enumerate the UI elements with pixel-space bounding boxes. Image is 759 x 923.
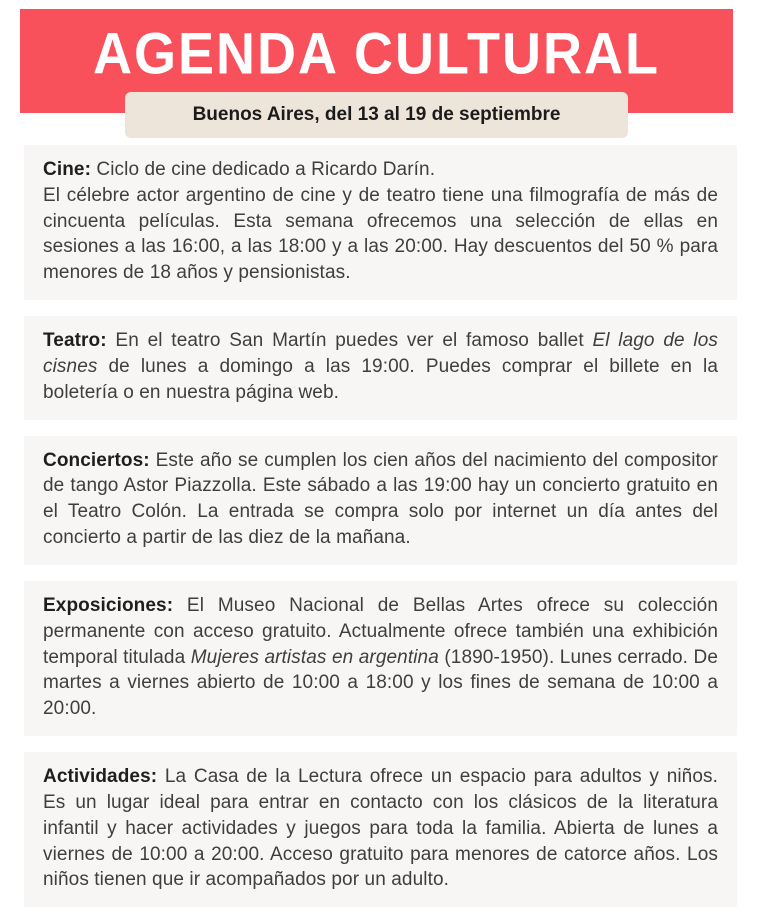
section-body: En el teatro San Martín puedes ver el famoso ballet El lago de los cisnes de lunes a domingo a las 19:00. Puedes comprar el billete en la boletería o en nuestra página web. [43,330,718,403]
section-body: La Casa de la Lectura ofrece un espacio para adultos y niños. Es un lugar ideal para entrar en contacto con los clásicos de la literatura infantil y hacer actividades y juegos para toda la familia. Abierta de lunes a viernes de 10:00 a 20:00. Acceso gratuito para menores de catorce años. Los niños tienen que ir acompañados por un adulto. [43,766,718,891]
section-heading: Conciertos: [43,449,150,471]
section-text [43,764,718,893]
section-actividades [24,752,737,907]
section-heading: Cine: [43,159,91,180]
subtitle-text: Buenos Aires, del 13 al 19 de septiembre [192,104,561,125]
section-exposiciones [24,581,737,736]
page-title: AGENDA CULTURAL [93,21,660,87]
section-text [43,328,718,405]
section-conciertos [24,436,737,565]
section-heading: Teatro: [43,330,107,352]
section-teatro [24,316,737,419]
section-heading: Actividades: [43,766,158,788]
section-list [24,145,737,923]
section-cine [24,145,737,300]
section-heading: Exposiciones: [43,594,174,616]
section-body: Ciclo de cine dedicado a Ricardo Darín. El célebre actor argentino de cine y de teatro tiene una filmografía de más de cincuenta películas. Esta semana ofrecemos una selección de ellas en sesiones a las 16:00, a las 18:00 y a las 20:00. Hay descuentos del 50 % para menores de 18 años y pensionistas. [43,159,718,284]
section-body: Este año se cumplen los cien años del nacimiento del compositor de tango Astor Piazzolla. Este sábado a las 19:00 hay un concierto gratuito en el Teatro Colón. La entrada se compra solo por internet un día antes del concierto a partir de las diez de la mañana. [43,449,718,549]
section-text [43,448,718,551]
section-text [43,157,718,286]
subtitle-box [125,92,628,138]
section-body: El Museo Nacional de Bellas Artes ofrece su colección permanente con acceso gratuito. Actualmente ofrece también una exhibición temporal titulada Mujeres artistas en argentina (1890-1950). Lunes cerrado. De martes a viernes abierto de 10:00 a 18:00 y los fines de semana de 10:00 a 20:00. [43,594,718,720]
section-text [43,593,718,722]
